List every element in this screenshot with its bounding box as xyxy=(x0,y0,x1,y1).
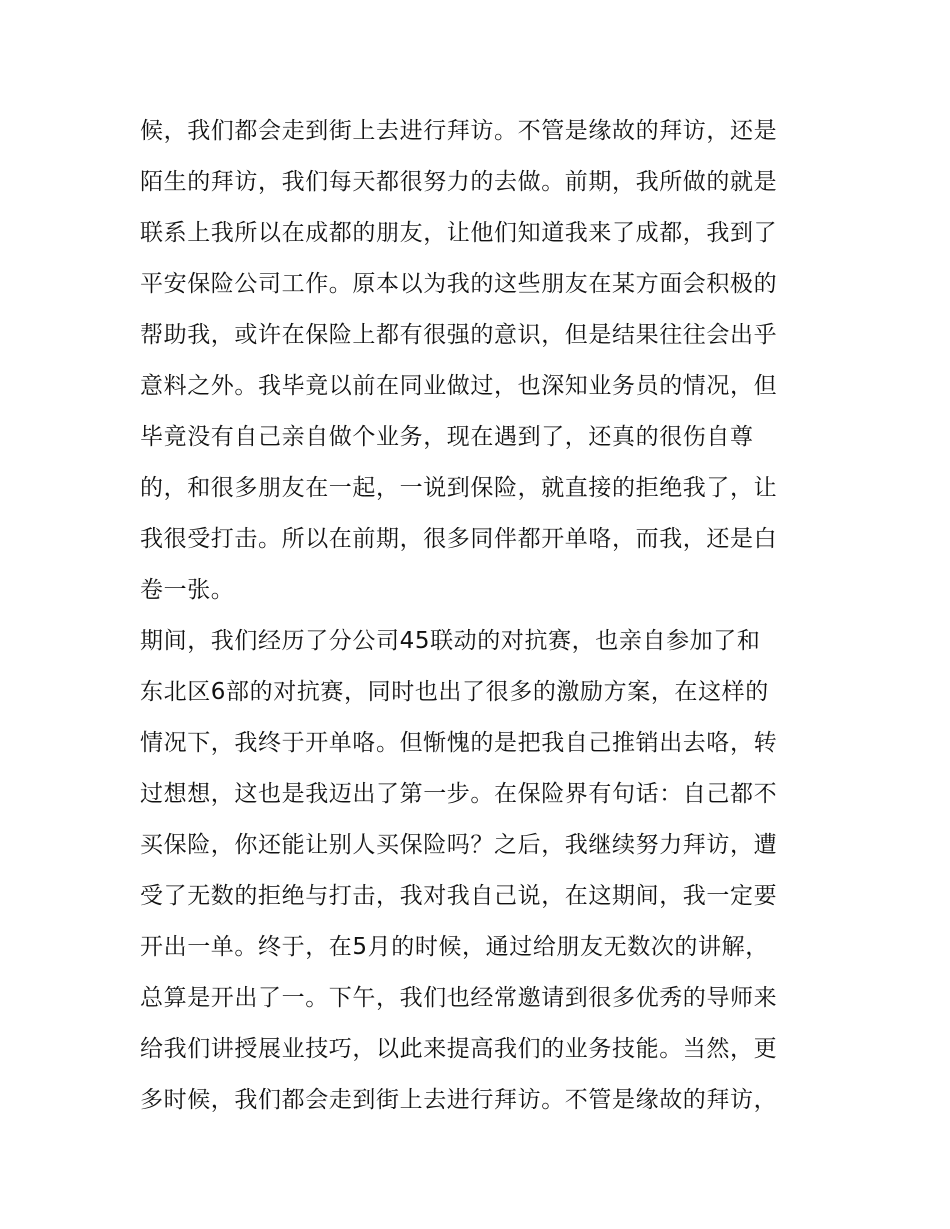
text-line: 情况下，我终于开单咯。但惭愧的是把我自己推销出去咯，转 xyxy=(140,730,778,756)
body-text xyxy=(140,106,820,1126)
text-line: 受了无数的拒绝与打击，我对我自己说，在这期间，我一定要 xyxy=(140,883,778,909)
text-line: 多时候，我们都会走到街上去进行拜访。不管是缘故的拜访， xyxy=(140,1087,778,1113)
text-line: 我很受打击。所以在前期，很多同伴都开单咯，而我，还是白 xyxy=(140,526,778,552)
text-line: 的，和很多朋友在一起，一说到保险，就直接的拒绝我了，让 xyxy=(140,475,778,501)
text-line: 开出一单。终于，在5月的时候，通过给朋友无数次的讲解， xyxy=(140,934,769,960)
text-line: 毕竟没有自己亲自做个业务，现在遇到了，还真的很伤自尊 xyxy=(140,424,754,450)
text-line: 意料之外。我毕竟以前在同业做过，也深知业务员的情况，但 xyxy=(140,373,778,399)
text-line: 期间，我们经历了分公司45联动的对抗赛，也亲自参加了和 xyxy=(140,628,761,654)
text-line: 联系上我所以在成都的朋友，让他们知道我来了成都，我到了 xyxy=(140,220,778,246)
text-line: 候，我们都会走到街上去进行拜访。不管是缘故的拜访，还是 xyxy=(140,118,778,144)
text-line: 过想想，这也是我迈出了第一步。在保险界有句话：自己都不 xyxy=(140,781,778,807)
text-line: 帮助我，或许在保险上都有很强的意识，但是结果往往会出乎 xyxy=(140,322,778,348)
text-line: 平安保险公司工作。原本以为我的这些朋友在某方面会积极的 xyxy=(140,271,778,297)
text-line: 买保险，你还能让别人买保险吗？之后，我继续努力拜访，遭 xyxy=(140,832,778,858)
text-line: 陌生的拜访，我们每天都很努力的去做。前期，我所做的就是 xyxy=(140,169,778,195)
text-line: 东北区6部的对抗赛，同时也出了很多的激励方案，在这样的 xyxy=(140,679,769,705)
text-line: 卷一张。 xyxy=(140,577,235,603)
text-line: 总算是开出了一。下午，我们也经常邀请到很多优秀的导师来 xyxy=(140,985,778,1011)
text-line: 给我们讲授展业技巧，以此来提高我们的业务技能。当然，更 xyxy=(140,1036,778,1062)
